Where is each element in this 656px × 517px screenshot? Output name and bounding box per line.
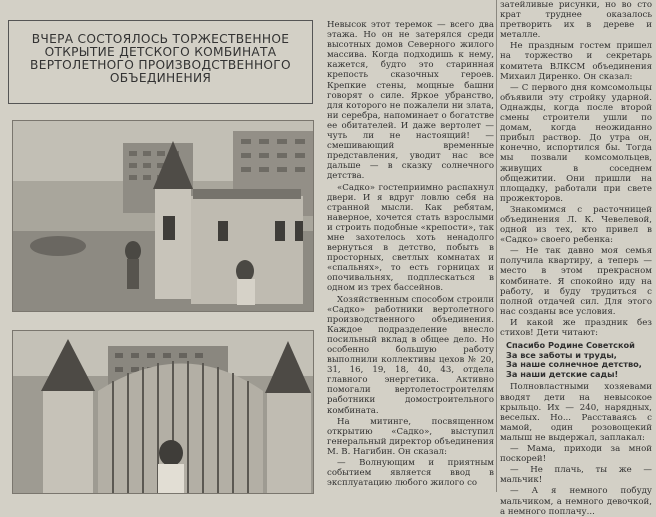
poem-line: Спасибо Родине Советской: [506, 340, 635, 351]
article-paragraph: — А я немного побуду мальчиком, а немного девочкой, а немного поплачу...: [500, 486, 652, 517]
article-paragraph: — Не так давно моя семья получила квартиру, а теперь — место в этом прекрасном комбинате. Я спокойно иду на работу, и буду трудиться с полной отдачей сил. Для этого нас созданы все условия.: [500, 246, 652, 317]
poem-line: За наши детские сады!: [506, 368, 619, 379]
article-paragraph: — Не плачь, ты же — мальчик!: [500, 465, 652, 486]
article-paragraph: На митинге, посвященном открытию «Садко», выступил генеральный директор объединения М. В. Нагибин. Он сказал:: [327, 416, 494, 457]
poem-line: За все заботы и труды,: [506, 349, 617, 360]
article-paragraph: — Мама, приходи за мной поскорей!: [500, 444, 652, 465]
headline: ВЧЕРА СОСТОЯЛОСЬ ТОРЖЕСТВЕННОЕ ОТКРЫТИЕ ДЕТСКОГО КОМБИНАТА ВЕРТОЛЕТНОГО ПРОИЗВОДСТВЕННОГО ОБЪЕДИНЕНИЯ: [30, 32, 291, 85]
article-paragraph: — Волнующим и приятным событием является ввод в эксплуатацию любого жилого со: [327, 458, 494, 489]
photo-kindergarten-building-image: [13, 121, 313, 311]
photo-child-at-gate-image: [13, 331, 313, 493]
article-paragraph: Полновластными хозяевами вводят дети на невысокое крыльцо. Их — 240, нарядных, веселых. Но... Расставаясь с мамой, один розовощекий малыш не выдержал, заплакал:: [500, 382, 652, 443]
poem: [506, 341, 652, 379]
article-column-2: [327, 20, 494, 492]
article-paragraph: — С первого дня комсомольцы объявили эту стройку ударной. Однажды, когда после второй смены строители ушли по домам, когда неожиданно прибыл раствор. До утра он, конечно, испортился бы. Тогда мы позвали комсомольцев, живущих в соседнем общежитии. Они пришли на площадку, работали при свете прожекторов.: [500, 82, 652, 204]
column-divider: [496, 0, 497, 492]
article-paragraph: Хозяйственным способом строили «Садко» работники вертолетного производственного объединения. Каждое подразделение внесло посильный вклад в общее дело. Но особенно большую работу выполнили коллективы цехов № 20, 31, 16, 19, 18, 40, 43, отдела главного энергетика. Активно помогали вертолетостроителям работники домостроительного комбината.: [327, 294, 494, 416]
photo-kindergarten-building: [12, 120, 314, 312]
article-paragraph: Невысок этот теремок — всего два этажа. Но он не затерялся среди высотных домов Северного жилого массива. Когда подходишь к нему, кажется, будто это старинная крепость сказочных героев. Крепкие стены, мощные башни говорят о силе. Яркое убранство, для которого не пожалели ни злата, ни серебра, напоминает о богатстве ее обитателей. И даже вертолет — чуть ли не настоящий! — смешивающий временные представления, уводит нас все дальше — в сказку солнечного детства.: [327, 20, 494, 182]
poem-line: За наше солнечное детство,: [506, 359, 642, 370]
article-column-3: [500, 0, 652, 517]
headline-box: [8, 20, 313, 104]
article-paragraph: затейливые рисунки, но во сто крат труднее оказалось претворить их в дереве и металле.: [500, 0, 652, 41]
article-paragraph: Знакомимся с расточницей объединения Л. К. Чевелевой, одной из тех, кто привел в «Садко» своего ребенка:: [500, 204, 652, 246]
photo-child-at-gate: [12, 330, 314, 494]
article-paragraph: И какой же праздник без стихов! Дети читают:: [500, 317, 652, 338]
article-paragraph: «Садко» гостеприимно распахнул двери. И я вдруг ловлю себя на странной мысли. Как ребятам, наверное, хочется стать взрослыми и строить подобные «крепости», так мне захотелось хоть ненадолго вернуться в детство, побыть в просторных, светлых комнатах и «спальнях», то есть горницах и опочивальнях, подплескаться в одном из трех бассейнов.: [327, 182, 494, 294]
article-paragraph: Не праздным гостем пришел на торжество и секретарь комитета ВЛКСМ объединения Михаил Диренко. Он сказал:: [500, 41, 652, 82]
